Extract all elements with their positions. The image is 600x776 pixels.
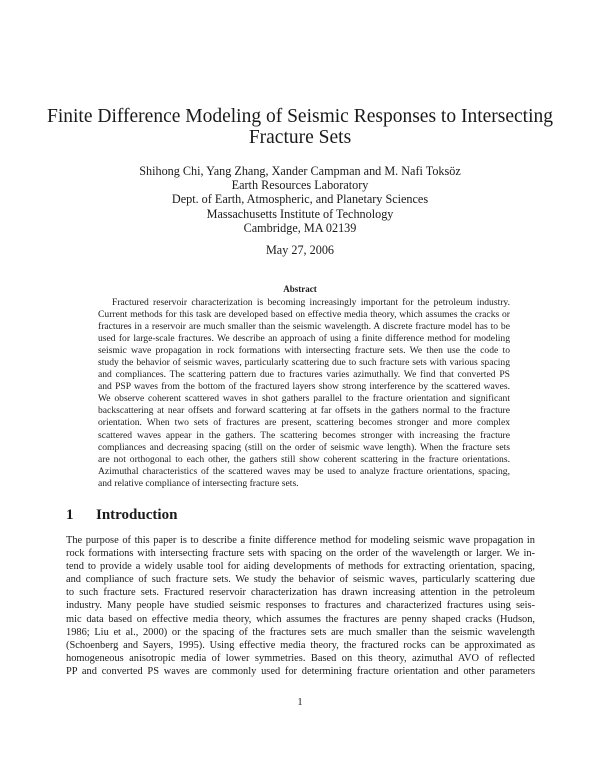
- text-line: study the behavior of seismic waves, particularly scattering due to such fracture sets with various spacing: [98, 357, 510, 369]
- text-line: tend to provide a widely usable tool for aiding developments of methods for extracting orientation, spacing,: [66, 561, 535, 573]
- text-line: fractures in a reservoir are much smaller than the seismic wavelength. A discrete fracture model has to be: [98, 321, 510, 333]
- text-line: Fractured reservoir characterization is becoming increasingly important for the petroleum industry.: [112, 297, 510, 308]
- text-line: 1986; Liu et al., 2000) or the spacing of the fractures sets are much smaller than the seismic wavelength: [66, 626, 535, 638]
- title-line: Fracture Sets: [248, 127, 352, 148]
- text-line: and compliance of such fracture sets. We study the behavior of seismic waves, particularly scattering due: [66, 574, 535, 586]
- text-line: seismic wave propagation in rock formations with intersecting fracture sets. We then use the code to: [98, 345, 510, 357]
- introduction-body: [66, 534, 535, 678]
- text-line: industry. Many people have studied seismic responses to fractures and characterized fractures using seis-: [66, 600, 535, 612]
- text-line: mic data based on effective media theory, which assumes the fractures are penny shaped cracks (Hudson,: [66, 613, 535, 625]
- text-line: used for large-scale fractures. We describe an approach of using a finite difference method for modeling: [98, 333, 510, 345]
- date: May 27, 2006: [265, 243, 335, 257]
- text-line: and PSP waves from the bottom of the fractured layers show strong interference by the scattered waves.: [98, 381, 510, 393]
- text-line: rock formations with intersecting fracture sets with spacing on the order of the wavelength or larger. We in-: [66, 548, 535, 560]
- text-line: are not orthogonal to each other, the gathers still show coherent scattering in the fracture orientations.: [98, 453, 510, 465]
- text-line: Current methods for this task are developed based on effective media theory, which assumes the cracks or: [98, 309, 510, 321]
- text-line: to such fracture sets. Fractured reservoir characterization has drawn increasing attention in the petroleum: [66, 587, 535, 599]
- affiliation-dept: Dept. of Earth, Atmospheric, and Planetary Sciences: [171, 192, 429, 207]
- affiliation-address: Cambridge, MA 02139: [243, 220, 357, 235]
- affiliation-lab: Earth Resources Laboratory: [231, 178, 369, 193]
- text-line: The purpose of this paper is to describe a finite difference method for modeling seismic wave propagation in: [66, 535, 535, 546]
- affiliation-institute: Massachusetts Institute of Technology: [206, 206, 394, 221]
- section-heading: [66, 507, 177, 524]
- text-line: compliances and decreasing spacing (still on the order of seismic wave length). When the fracture sets: [98, 441, 510, 453]
- text-line: PP and converted PS waves are commonly used for determining fracture orientation and other parameters: [66, 665, 535, 677]
- paper-title: [0, 106, 600, 148]
- text-line: and relative compliance of intersecting fracture sets.: [98, 477, 299, 489]
- text-line: backscattering at near offsets and forward scattering at far offsets in the gathers normal to the fracture: [98, 405, 510, 417]
- text-line: and compliances. The scattering pattern due to fractures varies azimuthally. We find that converted PS: [98, 369, 510, 381]
- text-line: scattered waves appear in the gathers. The scattering becomes stronger with increasing the fracture: [98, 429, 510, 441]
- title-line: Finite Difference Modeling of Seismic Responses to Intersecting: [47, 106, 553, 127]
- text-line: orientation. When two sets of fractures are present, scattering becomes stronger and more complex: [98, 417, 510, 429]
- text-line: We observe coherent scattered waves in shot gathers parallel to the fracture orientation and significant: [98, 393, 510, 405]
- text-line: Azimuthal characteristics of the scattered waves may be used to analyze fracture orientations, spacing,: [98, 465, 510, 477]
- author-block: [0, 164, 600, 235]
- section-title: Introduction: [96, 507, 178, 523]
- page-number: 1: [297, 697, 303, 708]
- text-line: homogeneous anisotropic media of lower symmetries. Based on this theory, azimuthal AVO of reflected: [66, 652, 535, 664]
- section-number: 1: [66, 507, 74, 523]
- abstract-body: [98, 297, 510, 490]
- authors: Shihong Chi, Yang Zhang, Xander Campman and M. Nafi Toksöz: [139, 164, 461, 178]
- abstract-heading: Abstract: [283, 284, 317, 294]
- text-line: (Schoenberg and Sayers, 1995). Using effective media theory, the fractured rocks can be approximated as: [66, 639, 535, 651]
